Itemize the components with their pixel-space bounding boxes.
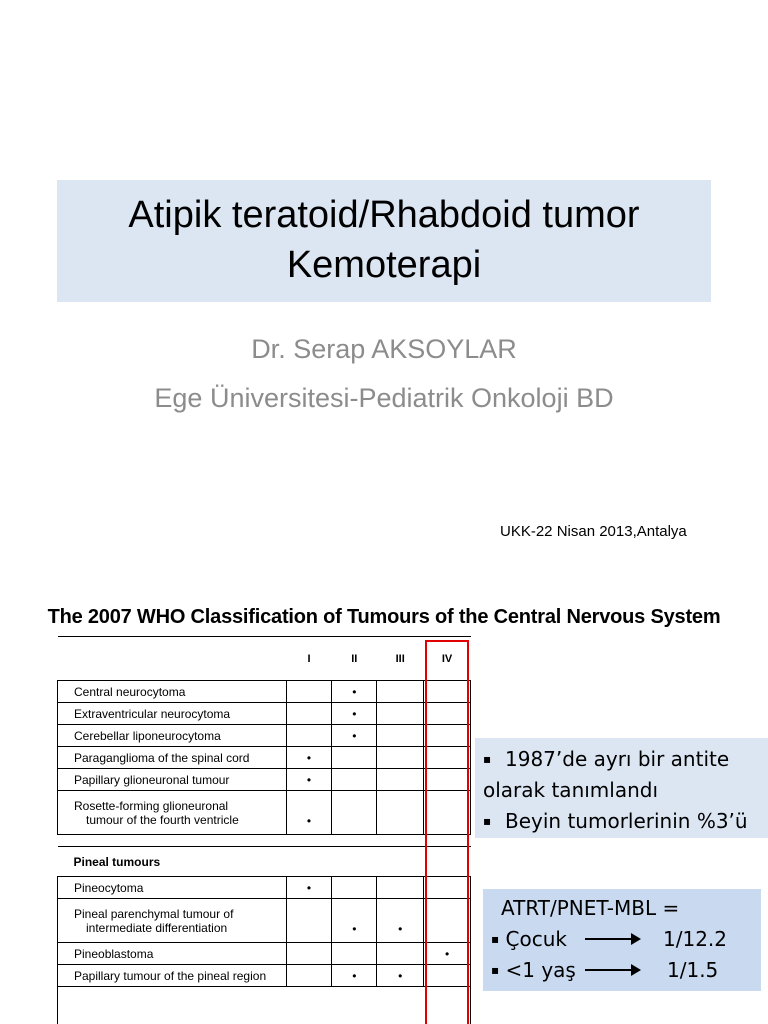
- table-row: [58, 725, 471, 747]
- info-box-history: [475, 738, 768, 838]
- grade-mark: [377, 943, 424, 965]
- ratio-label: Çocuk: [505, 927, 567, 951]
- title-box: [57, 180, 711, 302]
- ratio-value: 1/1.5: [667, 958, 719, 982]
- institution-name: Ege Üniversitesi-Pediatrik Onkoloji BD: [154, 383, 614, 413]
- tumour-name: Pineocytoma: [58, 877, 287, 899]
- tumour-name: Cerebellar liponeurocytoma: [58, 725, 287, 747]
- table-row: [58, 791, 471, 835]
- grade-mark: •: [286, 877, 332, 899]
- grade-mark: •: [424, 943, 471, 965]
- author-name: Dr. Serap AKSOYLAR: [251, 334, 517, 364]
- grade-mark: [332, 791, 377, 835]
- grade-mark: [286, 899, 332, 943]
- slide-title-line2: Kemoterapi: [286, 244, 482, 286]
- bullet-icon: ▪: [483, 814, 492, 828]
- tumour-name: Paraganglioma of the spinal cord: [58, 747, 287, 769]
- table-row: [58, 681, 471, 703]
- table-row: [58, 769, 471, 791]
- grade-mark: [377, 769, 424, 791]
- tumour-name: Pineoblastoma: [58, 943, 287, 965]
- grade-mark: [377, 791, 424, 835]
- grade-mark: •: [377, 965, 424, 987]
- grade-mark: •: [332, 681, 377, 703]
- slide-title-line1: Atipik teratoid/Rhabdoid tumor: [128, 194, 640, 236]
- table-row: [58, 747, 471, 769]
- info-line: [483, 744, 762, 775]
- table-row: [58, 703, 471, 725]
- tumour-name-line2: intermediate differentiation: [86, 920, 228, 935]
- grade-mark: [377, 877, 424, 899]
- tumour-name: Papillary glioneuronal tumour: [58, 769, 287, 791]
- who-classification-table: [57, 636, 471, 1024]
- arrow-right-icon: [585, 969, 639, 971]
- grade-mark: [286, 943, 332, 965]
- grade-mark: [332, 747, 377, 769]
- ratio-title: ATRT/PNET-MBL =: [501, 896, 680, 920]
- info-text: Beyin tumorlerinin %3’ü: [505, 809, 748, 833]
- table-row: [58, 899, 471, 943]
- ratio-value: 1/12.2: [663, 927, 727, 951]
- section-row: [58, 847, 471, 877]
- table-header-row: [58, 637, 471, 681]
- tumour-name: [58, 899, 287, 943]
- grade-mark: •: [332, 703, 377, 725]
- grade-mark: [377, 747, 424, 769]
- info-line: [483, 806, 762, 837]
- grade-mark: [377, 703, 424, 725]
- ratio-label: <1 yaş: [505, 958, 576, 982]
- grade-mark: •: [286, 769, 332, 791]
- table-row: [58, 965, 471, 987]
- slide-heading: The 2007 WHO Classification of Tumours of the Central Nervous System: [47, 606, 721, 628]
- grade-mark: [332, 943, 377, 965]
- bullet-icon: ▪: [491, 932, 500, 946]
- grade-mark: •: [332, 899, 377, 943]
- grade-mark: [286, 965, 332, 987]
- tumour-name: Papillary tumour of the pineal region: [58, 965, 287, 987]
- classification-slide: [0, 576, 768, 1024]
- grade-mark: [377, 681, 424, 703]
- grade-header: III: [377, 637, 424, 681]
- grade-iv-highlight: [425, 640, 469, 1024]
- ratio-row: [491, 924, 761, 955]
- info-line: olarak tanımlandı: [483, 778, 659, 802]
- grade-header: IV: [424, 637, 471, 681]
- tumour-name-line1: Rosette-forming glioneuronal: [74, 798, 229, 813]
- grade-mark: •: [377, 899, 424, 943]
- grade-mark: [332, 769, 377, 791]
- ratio-row: [491, 955, 761, 986]
- grade-mark: •: [286, 747, 332, 769]
- bullet-icon: ▪: [483, 752, 492, 766]
- grade-mark: •: [332, 965, 377, 987]
- grade-mark: [286, 703, 332, 725]
- grade-mark: •: [332, 725, 377, 747]
- grade-header: I: [286, 637, 332, 681]
- table-row: [58, 943, 471, 965]
- tumour-name-line1: Pineal parenchymal tumour of: [74, 906, 234, 921]
- event-note: UKK-22 Nisan 2013,Antalya: [500, 523, 687, 540]
- grade-mark: •: [286, 791, 332, 835]
- section-title: Pineal tumours: [58, 847, 471, 877]
- table-row: [58, 877, 471, 899]
- info-box-ratio: [483, 889, 761, 991]
- tumour-name: Extraventricular neurocytoma: [58, 703, 287, 725]
- grade-mark: [332, 877, 377, 899]
- grade-mark: [377, 725, 424, 747]
- tumour-name: Central neurocytoma: [58, 681, 287, 703]
- grade-mark: [286, 725, 332, 747]
- arrow-right-icon: [585, 938, 639, 940]
- bullet-icon: ▪: [491, 963, 500, 977]
- grade-mark: [286, 681, 332, 703]
- info-text: 1987’de ayrı bir antite: [505, 747, 730, 771]
- grade-header: II: [332, 637, 377, 681]
- tumour-name: [58, 791, 287, 835]
- tumour-name-line2: tumour of the fourth ventricle: [86, 812, 239, 827]
